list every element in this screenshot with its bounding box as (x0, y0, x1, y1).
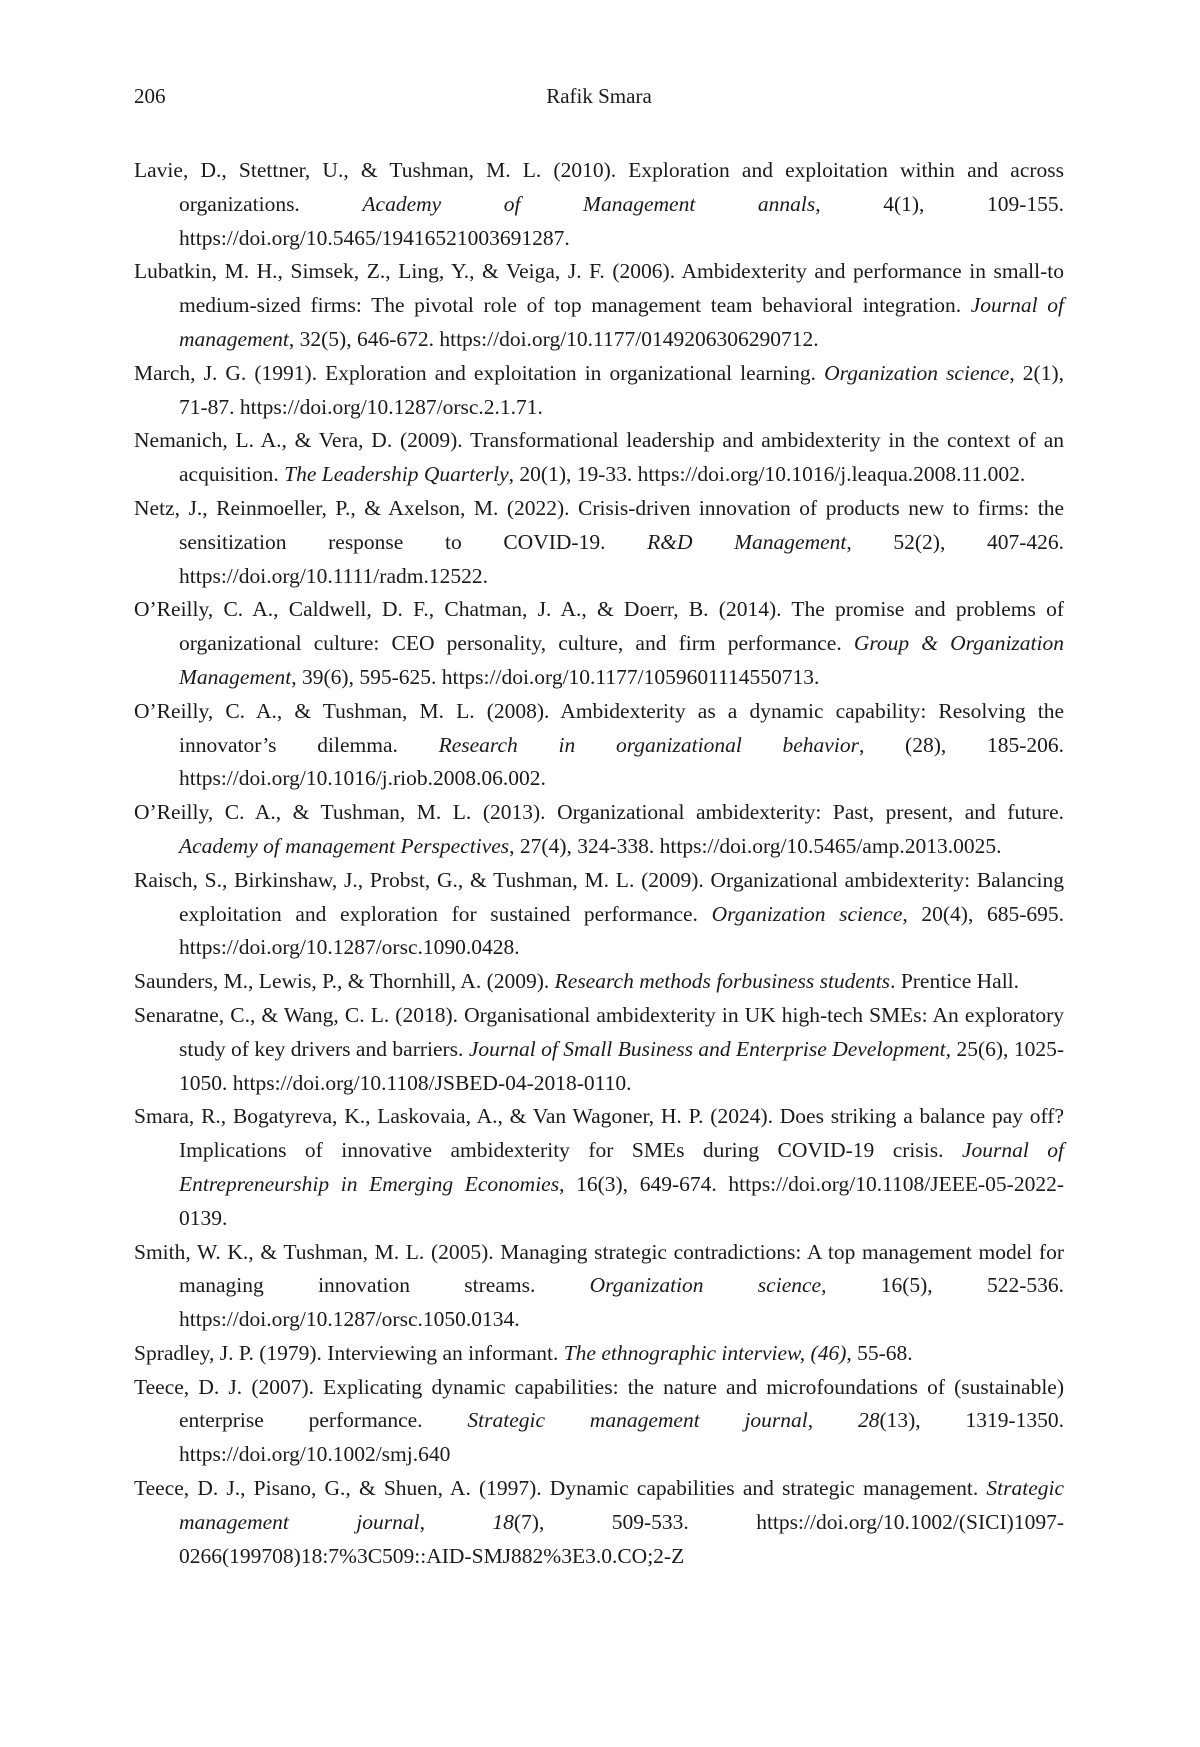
reference-entry: O’Reilly, C. A., Caldwell, D. F., Chatman, J. A., & Doerr, B. (2014). The promise and problems of organizational culture: CEO personality, culture, and firm performance. Group & Organization Management, 39(6), 595-625. https://doi.org/10.1177/1059601114550713. (134, 597, 1064, 689)
running-head: Rafik Smara (546, 84, 652, 108)
reference-entry: Teece, D. J., Pisano, G., & Shuen, A. (1997). Dynamic capabilities and strategic management. Strategic management journal, 18(7), 509-533. https://doi.org/10.1002/(SICI)1097-0266(199708)18:7%3C509::AID-SMJ882%3E3.0.CO;2-Z (134, 1476, 1064, 1568)
page-header (134, 84, 1064, 114)
reference-entry: Senaratne, C., & Wang, C. L. (2018). Organisational ambidexterity in UK high-tech SMEs: An exploratory study of key drivers and barriers. Journal of Small Business and Enterprise Development, 25(6), 1025-1050. https://doi.org/10.1108/JSBED-04-2018-0110. (134, 1002, 1064, 1095)
reference-entry: Teece, D. J. (2007). Explicating dynamic capabilities: the nature and microfoundations of (sustainable) enterprise performance. Strategic management journal, 28(13), 1319-1350. https://doi.org/10.1002/smj.640 (134, 1374, 1064, 1467)
reference-entry: Nemanich, L. A., & Vera, D. (2009). Transformational leadership and ambidexterity in the context of an acquisition. The Leadership Quarterly, 20(1), 19-33. https://doi.org/10.1016/j.leaqua.2008.11.002. (134, 428, 1064, 487)
reference-entry: Raisch, S., Birkinshaw, J., Probst, G., & Tushman, M. L. (2009). Organizational ambidexterity: Balancing exploitation and exploration for sustained performance. Organization science, 20(4), 685-695. https://doi.org/10.1287/orsc.1090.0428. (134, 867, 1064, 960)
reference-entry: Lavie, D., Stettner, U., & Tushman, M. L. (2010). Exploration and exploitation within and across organizations. Academy of Management annals, 4(1), 109-155. https://doi.org/10.5465/19416521003691287. (134, 158, 1064, 250)
reference-entry: Netz, J., Reinmoeller, P., & Axelson, M. (2022). Crisis-driven innovation of products new to firms: the sensitization response to COVID-19. R&D Management, 52(2), 407-426. https://doi.org/10.1111/radm.12522. (134, 495, 1064, 588)
reference-entry: Lubatkin, M. H., Simsek, Z., Ling, Y., & Veiga, J. F. (2006). Ambidexterity and performance in small-to medium-sized firms: The pivotal role of top management team behavioral integration. Journal of management, 32(5), 646-672. https://doi.org/10.1177/0149206306290712. (134, 259, 1064, 351)
reference-list (134, 154, 1064, 1573)
reference-entry: Saunders, M., Lewis, P., & Thornhill, A. (2009). Research methods forbusiness students. Prentice Hall. (134, 969, 1020, 994)
reference-entry: Spradley, J. P. (1979). Interviewing an informant. The ethnographic interview, (46), 55-68. (134, 1340, 913, 1365)
reference-entry: O’Reilly, C. A., & Tushman, M. L. (2013). Organizational ambidexterity: Past, present, and future. Academy of management Perspectives, 27(4), 324-338. https://doi.org/10.5465/amp.2013.0025. (134, 800, 1064, 858)
reference-entry: Smith, W. K., & Tushman, M. L. (2005). Managing strategic contradictions: A top management model for managing innovation streams. Organization science, 16(5), 522-536. https://doi.org/10.1287/orsc.1050.0134. (134, 1239, 1064, 1332)
page-number: 206 (134, 84, 166, 108)
reference-entry: March, J. G. (1991). Exploration and exploitation in organizational learning. Organization science, 2(1), 71-87. https://doi.org/10.1287/orsc.2.1.71. (134, 360, 1064, 419)
reference-entry: O’Reilly, C. A., & Tushman, M. L. (2008). Ambidexterity as a dynamic capability: Resolving the innovator’s dilemma. Research in organizational behavior, (28), 185-206. https://doi.org/10.1016/j.riob.2008.06.002. (134, 698, 1064, 791)
reference-entry: Smara, R., Bogatyreva, K., Laskovaia, A., & Van Wagoner, H. P. (2024). Does striking a balance pay off? Implications of innovative ambidexterity for SMEs during COVID-19 crisis. Journal of Entrepreneurship in Emerging Economies, 16(3), 649-674. https://doi.org/10.1108/JEEE-05-2022-0139. (134, 1104, 1065, 1230)
